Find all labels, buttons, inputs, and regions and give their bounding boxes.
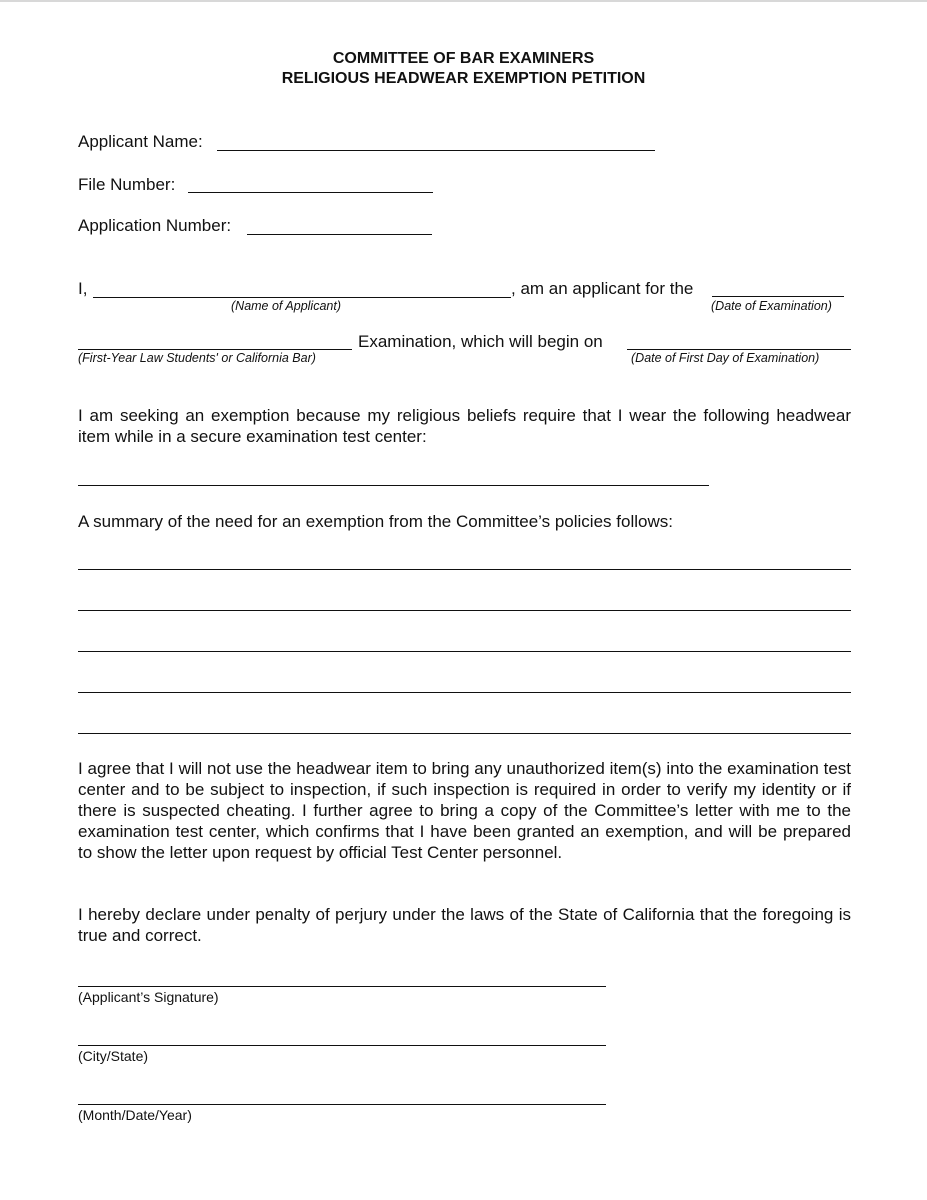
applicant-name-field[interactable] <box>217 150 655 151</box>
applicant-signature-caption: (Applicant’s Signature) <box>78 989 219 1005</box>
examination-text: Examination, which will begin on <box>358 332 603 351</box>
agreement-paragraph: I agree that I will not use the headwear item to bring any unauthorized item(s) into the examination test center and to be subject to inspection, if such inspection is required in order to verify my identity or if there is suspected cheating. I further agree to bring a copy of the Committee’s letter with me to the examination test center, which confirms that I have been granted an exemption, and will be prepared to show the letter upon request by official Test Center personnel. <box>78 759 851 862</box>
city-state-field[interactable] <box>78 1045 606 1046</box>
date-of-examination-field[interactable] <box>712 296 844 297</box>
exam-type-field[interactable] <box>78 349 352 350</box>
summary-line-5[interactable] <box>78 733 851 734</box>
form-title-line-1: COMMITTEE OF BAR EXAMINERS <box>332 50 595 67</box>
city-state-caption: (City/State) <box>78 1048 149 1064</box>
first-day-caption: (Date of First Day of Examination) <box>631 351 820 365</box>
name-of-applicant-caption: (Name of Applicant) <box>231 299 341 313</box>
applicant-for-text: , am an applicant for the <box>511 279 694 298</box>
summary-line-2[interactable] <box>78 610 851 611</box>
date-of-examination-caption: (Date of Examination) <box>711 299 832 313</box>
applicant-signature-field[interactable] <box>78 986 606 987</box>
application-number-label: Application Number: <box>78 216 232 235</box>
summary-line-1[interactable] <box>78 569 851 570</box>
file-number-label: File Number: <box>78 175 176 194</box>
summary-line-3[interactable] <box>78 651 851 652</box>
summary-line-4[interactable] <box>78 692 851 693</box>
month-date-year-caption: (Month/Date/Year) <box>78 1107 192 1123</box>
application-number-field[interactable] <box>247 234 432 235</box>
headwear-item-field[interactable] <box>78 485 709 486</box>
month-date-year-field[interactable] <box>78 1104 606 1105</box>
i-label: I, <box>78 279 88 298</box>
declaration-paragraph: I hereby declare under penalty of perjury under the laws of the State of California that the foregoing is true and correct. <box>78 905 851 945</box>
page-top-border <box>0 0 927 2</box>
exam-type-caption: (First-Year Law Students' or California Bar) <box>78 351 316 365</box>
name-of-applicant-field[interactable] <box>93 297 511 298</box>
first-day-of-examination-field[interactable] <box>627 349 851 350</box>
seeking-exemption-paragraph: I am seeking an exemption because my religious beliefs require that I wear the following headwear item while in a secure examination test center: <box>78 406 851 446</box>
applicant-name-label: Applicant Name: <box>78 132 203 151</box>
file-number-field[interactable] <box>188 192 433 193</box>
form-title-line-2: RELIGIOUS HEADWEAR EXEMPTION PETITION <box>281 70 646 87</box>
summary-label: A summary of the need for an exemption from the Committee’s policies follows: <box>78 512 673 531</box>
